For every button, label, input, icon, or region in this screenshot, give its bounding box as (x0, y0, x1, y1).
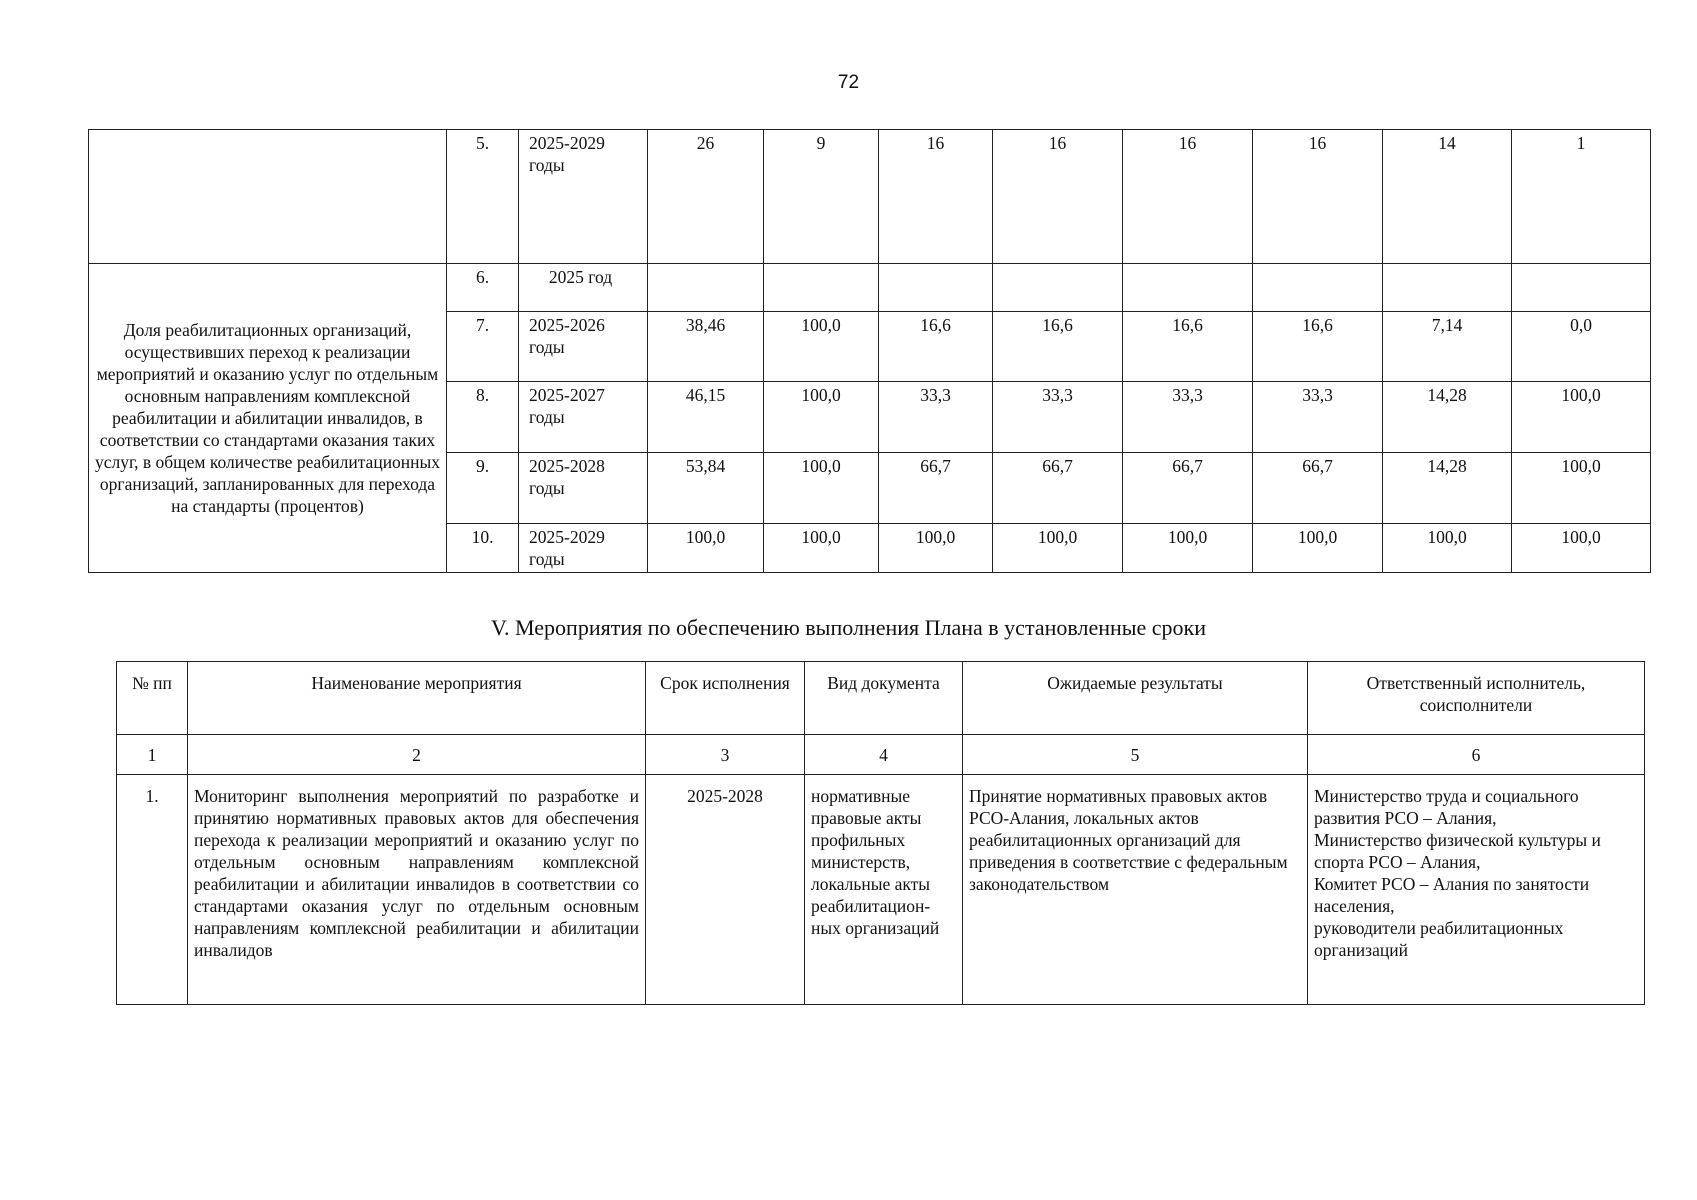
value-cell: 1 (1512, 130, 1651, 264)
value-cell (879, 264, 993, 312)
value-cell (764, 264, 879, 312)
value-cell: 7,14 (1383, 312, 1512, 382)
header-row (117, 662, 1645, 735)
column-number: 3 (646, 735, 805, 775)
column-header: Ожидаемые результаты (963, 662, 1308, 735)
period-cell: 2025 год (519, 264, 648, 312)
executor-line: Комитет РСО – Алания по занятости населения, (1314, 874, 1590, 916)
value-cell: 26 (648, 130, 764, 264)
value-cell: 100,0 (764, 524, 879, 573)
value-cell: 100,0 (993, 524, 1123, 573)
column-number: 1 (117, 735, 188, 775)
value-cell: 100,0 (1123, 524, 1253, 573)
value-cell: 100,0 (1253, 524, 1383, 573)
column-header: Срок исполнения (646, 662, 805, 735)
value-cell: 100,0 (1383, 524, 1512, 573)
row-number: 7. (447, 312, 519, 382)
value-cell: 0,0 (1512, 312, 1651, 382)
row-number: 9. (447, 453, 519, 524)
value-cell: 14 (1383, 130, 1512, 264)
executor-line: Министерство труда и социального развития РСО – Алания, (1314, 786, 1579, 828)
value-cell: 16 (1123, 130, 1253, 264)
column-header: Ответственный исполнитель, соисполнители (1308, 662, 1645, 735)
value-cell: 16,6 (1253, 312, 1383, 382)
value-cell (1123, 264, 1253, 312)
value-cell: 14,28 (1383, 382, 1512, 453)
period-cell: 2025-2026 годы (519, 312, 648, 382)
value-cell (648, 264, 764, 312)
value-cell: 66,7 (879, 453, 993, 524)
column-number: 2 (188, 735, 646, 775)
column-number: 6 (1308, 735, 1645, 775)
row-number: 8. (447, 382, 519, 453)
row-number: 10. (447, 524, 519, 573)
column-header: Наименование мероприятия (188, 662, 646, 735)
row-number: 1. (117, 775, 188, 1005)
column-number-row (117, 735, 1645, 775)
page-number: 72 (837, 72, 860, 93)
period-cell: 2025-2027 годы (519, 382, 648, 453)
period-cell: 2025-2029 годы (519, 524, 648, 573)
table-row (89, 264, 1651, 312)
column-header: № пп (117, 662, 188, 735)
value-cell: 33,3 (879, 382, 993, 453)
value-cell: 66,7 (1253, 453, 1383, 524)
value-cell: 100,0 (1512, 524, 1651, 573)
section-title: V. Мероприятия по обеспечению выполнения Плана в установленные сроки (490, 615, 1207, 640)
value-cell: 33,3 (1253, 382, 1383, 453)
value-cell (1383, 264, 1512, 312)
value-cell: 16 (1253, 130, 1383, 264)
document-type: нормативные правовые акты профильных министерств, локальные акты реабилитацион-ных организаций (805, 775, 963, 1005)
column-number: 4 (805, 735, 963, 775)
value-cell: 33,3 (993, 382, 1123, 453)
value-cell: 16 (993, 130, 1123, 264)
indicator-name: Доля реабилитационных организаций, осуществивших переход к реализации мероприятий и оказанию услуг по отдельным основным направлениям комплексной реабилитации и абилитации инвалидов, в соответствии со стандартами оказания таких услуг, в общем количестве реабилитационных организаций, запланированных для перехода на стандарты (процентов) (89, 264, 447, 573)
value-cell: 14,28 (1383, 453, 1512, 524)
responsible-executors (1308, 775, 1645, 1005)
value-cell: 16 (879, 130, 993, 264)
table-row (89, 130, 1651, 264)
executor-line: Министерство физической культуры и спорта РСО – Алания, (1314, 830, 1601, 872)
value-cell: 9 (764, 130, 879, 264)
expected-result: Принятие нормативных правовых актов РСО-Алания, локальных актов реабилитационных организаций для приведения в соответствие с федеральным законодательством (963, 775, 1308, 1005)
value-cell: 100,0 (879, 524, 993, 573)
row-number: 5. (447, 130, 519, 264)
row-number: 6. (447, 264, 519, 312)
period-cell: 2025-2028 годы (519, 453, 648, 524)
blank-cell (89, 130, 447, 264)
executor-line: руководители реабилитационных организаций (1314, 918, 1564, 960)
value-cell: 100,0 (764, 453, 879, 524)
value-cell: 100,0 (648, 524, 764, 573)
period-cell: 2025-2029 годы (519, 130, 648, 264)
table-row (117, 775, 1645, 1005)
value-cell: 38,46 (648, 312, 764, 382)
value-cell: 46,15 (648, 382, 764, 453)
value-cell: 100,0 (1512, 453, 1651, 524)
value-cell: 33,3 (1123, 382, 1253, 453)
column-number: 5 (963, 735, 1308, 775)
indicator-table (88, 129, 1651, 573)
value-cell: 16,6 (993, 312, 1123, 382)
column-header: Вид документа (805, 662, 963, 735)
measures-table (116, 661, 1645, 1005)
value-cell: 100,0 (764, 312, 879, 382)
value-cell: 16,6 (879, 312, 993, 382)
measure-name: Мониторинг выполнения мероприятий по разработке и принятию нормативных правовых актов для обеспечения перехода к реализации мероприятий и оказанию услуг по отдельным основным направлениям комплексной реабилитации и абилитации инвалидов в соответствии со стандартами оказания услуг по отдельным основным направлениям комплексной реабилитации и абилитации инвалидов (188, 775, 646, 1005)
value-cell: 100,0 (1512, 382, 1651, 453)
value-cell (993, 264, 1123, 312)
value-cell: 66,7 (1123, 453, 1253, 524)
measure-term: 2025-2028 (646, 775, 805, 1005)
value-cell (1512, 264, 1651, 312)
value-cell (1253, 264, 1383, 312)
value-cell: 53,84 (648, 453, 764, 524)
value-cell: 16,6 (1123, 312, 1253, 382)
value-cell: 66,7 (993, 453, 1123, 524)
value-cell: 100,0 (764, 382, 879, 453)
